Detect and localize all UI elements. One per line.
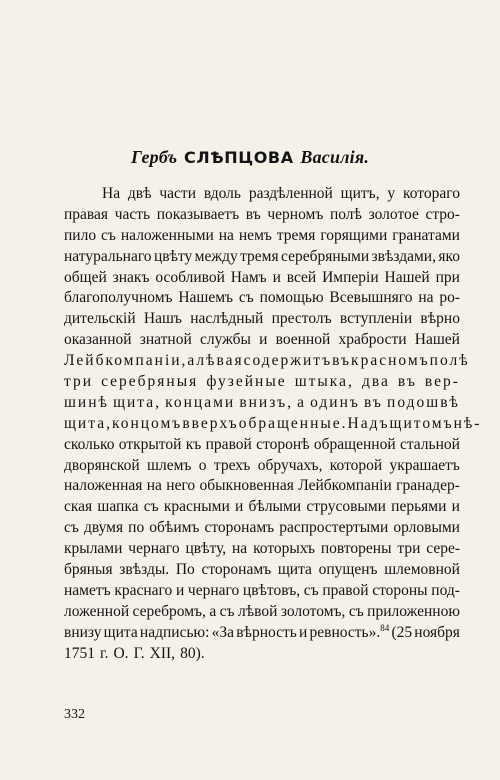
word: стро-: [425, 205, 460, 223]
title-given-name: Василія.: [300, 147, 370, 167]
word: подошвѣ: [387, 393, 460, 411]
word: помощью: [259, 289, 324, 307]
text-line: [64, 330, 460, 351]
word: красномъ: [351, 352, 430, 370]
word: штыка,: [294, 373, 354, 391]
word: чернаго: [187, 581, 240, 599]
text-line: [64, 539, 460, 560]
word: котораго: [402, 185, 460, 202]
word: серебряныя: [101, 373, 199, 391]
title-surname: СЛѢПЦОВА: [184, 148, 294, 167]
word: серебромъ,: [132, 602, 206, 620]
word: сторонѣ: [256, 435, 310, 453]
word: наметъ: [64, 581, 111, 599]
word: особливой: [155, 268, 225, 286]
word: чернаго: [128, 540, 180, 558]
word: службы: [199, 331, 251, 349]
word: шлемовной: [384, 561, 460, 579]
word: Лейбкомпаніи: [298, 477, 392, 495]
word: которой: [329, 456, 383, 474]
word: серебряными: [281, 247, 370, 265]
word: натуральнаго: [64, 247, 152, 265]
text-line: [64, 351, 470, 372]
word: щитъ,: [340, 185, 380, 202]
word: съ: [238, 289, 254, 307]
word: бряныя: [64, 561, 113, 579]
word: у: [387, 185, 396, 202]
word: обращенной: [313, 435, 396, 453]
text-line: [64, 393, 460, 414]
word: О.: [113, 644, 129, 662]
word: черномъ: [267, 205, 324, 223]
word: Всевышняго: [329, 289, 413, 307]
word: съ: [101, 226, 116, 244]
text-line: [64, 247, 460, 268]
word: звѣздами,: [371, 247, 436, 265]
word: под-: [431, 581, 460, 599]
word: надписью:: [139, 623, 210, 641]
word: тремя: [240, 247, 279, 265]
text-line: [64, 456, 460, 477]
text-line: [64, 184, 460, 205]
word: щита: [277, 561, 312, 579]
word: стальной: [399, 435, 460, 453]
body-paragraph: [64, 184, 482, 664]
word: бѣлыми: [248, 498, 302, 516]
word: части: [159, 185, 196, 202]
text-line: [64, 268, 460, 289]
word: на: [146, 477, 162, 495]
word: вер-: [424, 373, 460, 391]
word: сторонамъ: [201, 561, 272, 579]
word: вступленіи: [339, 310, 413, 328]
word: перьями: [391, 498, 447, 516]
word: на: [218, 226, 234, 244]
word: (25: [391, 623, 413, 641]
word: Лейбкомпаніи,: [64, 352, 188, 370]
word: знатной: [139, 331, 192, 349]
word: цвѣтовъ,: [242, 581, 301, 599]
word: концами: [165, 393, 236, 411]
word: и: [299, 623, 308, 641]
word: въ: [245, 205, 261, 223]
word: къ: [185, 435, 202, 453]
word: обыкновенная: [199, 477, 294, 495]
word: по: [128, 519, 145, 537]
word: три: [397, 540, 421, 558]
word: наслѣдный: [190, 310, 264, 328]
word: и: [451, 498, 460, 516]
text-line: [64, 476, 460, 497]
text-line: [64, 372, 460, 393]
text-line: [64, 205, 460, 226]
word: красными: [163, 498, 230, 516]
text-line: [64, 288, 460, 309]
word: Намъ: [230, 268, 267, 286]
word: щита: [103, 623, 138, 641]
word: въ: [363, 393, 383, 411]
word: ская: [64, 498, 93, 516]
word: всей: [286, 268, 317, 286]
word: вѣрно: [420, 310, 460, 328]
word: полѣ: [329, 205, 362, 223]
word: 80).: [180, 644, 205, 662]
word: въ: [397, 373, 417, 391]
word: него: [166, 477, 196, 495]
word: наложенными: [120, 226, 214, 244]
word: крылами: [64, 540, 123, 558]
word: Нашемъ: [178, 289, 234, 307]
word: Нашей: [384, 268, 430, 286]
word: правой: [322, 581, 369, 599]
text-line: [64, 497, 460, 518]
word: золотое: [368, 205, 419, 223]
word: сере-: [426, 540, 460, 558]
word: ревность».$^{84}$: [309, 622, 390, 641]
word: въ: [332, 352, 352, 370]
word: вѣрность: [236, 623, 297, 641]
word: одинъ: [310, 393, 360, 411]
word: щитомъ: [389, 414, 454, 432]
text-line: [64, 518, 460, 539]
word: съ: [64, 519, 79, 537]
word: золотомъ,: [280, 602, 346, 620]
page-title: [0, 147, 500, 168]
word: открытой: [118, 435, 182, 453]
word: храбрости: [338, 331, 407, 349]
word: а: [297, 393, 306, 411]
word: наложенная: [64, 477, 143, 495]
text-line: [64, 414, 482, 435]
word: а: [209, 602, 217, 620]
word: на: [418, 289, 434, 307]
word: на: [232, 540, 248, 558]
word: раздѣленной: [248, 185, 333, 202]
word: обручахъ,: [257, 456, 323, 474]
word: правая: [64, 205, 109, 223]
word: щита,: [64, 414, 112, 432]
word: военной: [275, 331, 331, 349]
word: оказанной: [64, 331, 132, 349]
word: двѣ: [127, 185, 152, 202]
text-line-with-footnote: [64, 623, 460, 644]
word: обращенные.: [238, 414, 348, 432]
word: дворянской: [64, 456, 140, 474]
word: и: [272, 268, 281, 286]
word: съ: [303, 581, 319, 599]
word: 1751: [64, 644, 95, 662]
word: престолъ: [271, 310, 332, 328]
footnote-marker: 84: [380, 622, 390, 633]
word: правой: [205, 435, 252, 453]
word: и: [175, 581, 185, 599]
text-line: [64, 435, 460, 456]
word: украшаетъ: [389, 456, 460, 474]
word: Надъ: [347, 414, 390, 432]
word: часть: [114, 205, 151, 223]
word: три: [64, 373, 94, 391]
word: о: [198, 456, 207, 474]
word: XII,: [149, 644, 176, 662]
word: цвѣту,: [185, 540, 227, 558]
word: знакъ: [112, 268, 150, 286]
text-line: [64, 560, 460, 581]
word: при: [435, 268, 460, 286]
word: распростертыми: [279, 519, 389, 537]
word: съ: [348, 602, 364, 620]
word: гранатами: [392, 226, 460, 244]
word: сторонамъ: [204, 519, 275, 537]
text-line: [64, 226, 460, 247]
word: струсовыми: [306, 498, 386, 516]
word: шлемъ: [147, 456, 192, 474]
word: вдоль: [203, 185, 241, 202]
word: благополучномъ: [64, 289, 173, 307]
word: вверхъ: [182, 414, 239, 432]
word: горящими: [320, 226, 388, 244]
text-line: [64, 581, 460, 602]
word: содержитъ: [243, 352, 333, 370]
word: г.: [100, 644, 109, 662]
word: опущенъ: [318, 561, 378, 579]
word: ро-: [439, 289, 460, 307]
word: Имперіи: [322, 268, 379, 286]
word: шинѣ: [64, 393, 109, 411]
word: обѣимъ: [149, 519, 200, 537]
word: двумя: [83, 519, 124, 537]
word: ложенной: [64, 602, 130, 620]
word: съ: [143, 498, 159, 516]
word: два: [361, 373, 390, 391]
word: внизу: [64, 623, 102, 641]
word: приложенною: [367, 602, 460, 620]
word: дительскій: [64, 310, 136, 328]
word: краснаго: [114, 581, 173, 599]
word: трехъ: [213, 456, 251, 474]
word: которыхъ: [253, 540, 316, 558]
word: яко: [438, 247, 460, 265]
word: между: [194, 247, 238, 265]
word: лѣвая: [196, 352, 244, 370]
text-line: [64, 602, 460, 623]
word: пило: [64, 226, 97, 244]
text-line: [64, 644, 460, 665]
word: фузейные: [206, 373, 287, 391]
word: нѣ-: [453, 414, 482, 432]
word: гранадер-: [396, 477, 460, 495]
word: орловыми: [393, 519, 460, 537]
text-line: [64, 309, 460, 330]
word: Г.: [133, 644, 145, 662]
word: «За: [211, 623, 235, 641]
word: внизъ,: [239, 393, 293, 411]
word: Нашей: [414, 331, 460, 349]
word: общей: [64, 268, 107, 286]
word: полѣ: [429, 352, 470, 370]
word: ноября: [414, 623, 460, 641]
word: показываетъ: [156, 205, 240, 223]
word: съ: [219, 602, 235, 620]
title-lead: Гербъ: [130, 147, 178, 167]
word: звѣзды.: [119, 561, 170, 579]
word: стороны: [372, 581, 428, 599]
page-number: 332: [64, 707, 85, 722]
word: немъ: [238, 226, 272, 244]
word: сколько: [64, 435, 115, 453]
word: щита,: [113, 393, 162, 411]
word: и: [234, 498, 244, 516]
word: а: [187, 352, 197, 370]
word: На: [102, 185, 121, 202]
word: Нашъ: [143, 310, 182, 328]
word: и: [259, 331, 268, 349]
word: концомъ: [111, 414, 183, 432]
word: повторены: [320, 540, 392, 558]
word: шапка: [97, 498, 139, 516]
word: тремя: [276, 226, 316, 244]
word: цвѣту: [153, 247, 193, 265]
word: лѣвой: [237, 602, 278, 620]
word: По: [175, 561, 195, 579]
